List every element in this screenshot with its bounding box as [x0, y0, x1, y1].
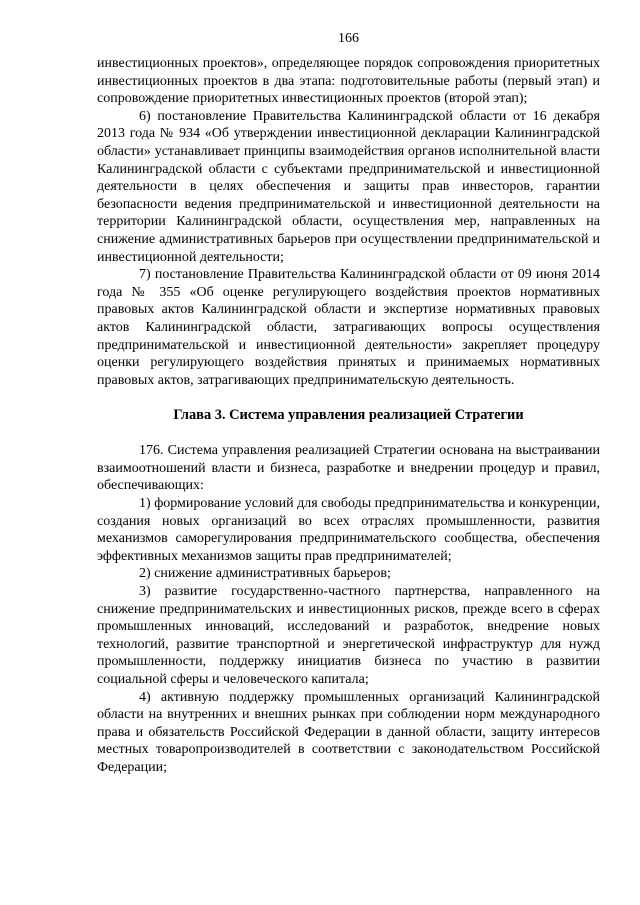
paragraph-list-item-4: 4) активную поддержку промышленных организаций Калининградской области на внутренних и внешних рынках при соблюдении норм международного права и обязательств Российской Федерации в данной области, защиту интересов местных товаропроизводителей в соответствии с законодательством Российской Федерации; — [97, 689, 600, 775]
paragraph-176: 176. Система управления реализацией Стратегии основана на выстраивании взаимоотношений власти и бизнеса, разработке и внедрении процедур и правил, обеспечивающих: — [97, 443, 600, 494]
paragraph-continuation: инвестиционных проектов», определяющее порядок сопровождения приоритетных инвестиционных проектов в два этапа: подготовительные работы (первый этап) и сопровождение приоритетных инвестиционных проектов (второй этап); — [97, 56, 600, 107]
paragraph-list-item-1: 1) формирование условий для свободы предпринимательства и конкуренции, создания новых организаций во всех отраслях промышленности, развития механизмов саморегулирования предпринимательского сообщества, обеспечения эффективных механизмов защиты прав предпринимателей; — [97, 496, 600, 564]
page-number: 166 — [338, 31, 359, 46]
chapter-heading: Глава 3. Система управления реализацией Стратегии — [173, 407, 524, 424]
paragraph-item-7: 7) постановление Правительства Калининградской области от 09 июня 2014 года № 355 «Об оценке регулирующего воздействия проектов нормативных правовых актов Калининградской области и экспертизе нормативных правовых актов Калининградской области, затрагивающих вопросы осуществления предпринимательской и инвестиционной деятельности» закрепляет процедуру оценки регулирующего воздействия принятых и принимаемых нормативных правовых актов, затрагивающих предпринимательскую деятельность. — [97, 267, 600, 388]
paragraph-list-item-2: 2) снижение административных барьеров; — [139, 566, 391, 582]
paragraph-item-6: 6) постановление Правительства Калининградской области от 16 декабря 2013 года № 934 «Об утверждении инвестиционной декларации Калининградской области» устанавливает принципы взаимодействия органов исполнительной власти Калининградской области с субъектами предпринимательской и инвестиционной деятельности в целях обеспечения и защиты прав инвесторов, гарантии безопасности ведения предпринимательской и инвестиционной деятельности на территории Калининградской области, осуществления мер, направленных на снижение административных барьеров при осуществлении предпринимательской и инвестиционной деятельности; — [97, 108, 600, 265]
paragraph-list-item-3: 3) развитие государственно-частного партнерства, направленного на снижение предпринимательских и инвестиционных рисков, прежде всего в сферах промышленных инноваций, исследований и разработок, внедрение новых технологий, развитие транспортной и энергетической инфраструктур для нужд промышленности, поддержку инициатив бизнеса по участию в развитии социальной сферы и человеческого капитала; — [97, 584, 600, 687]
